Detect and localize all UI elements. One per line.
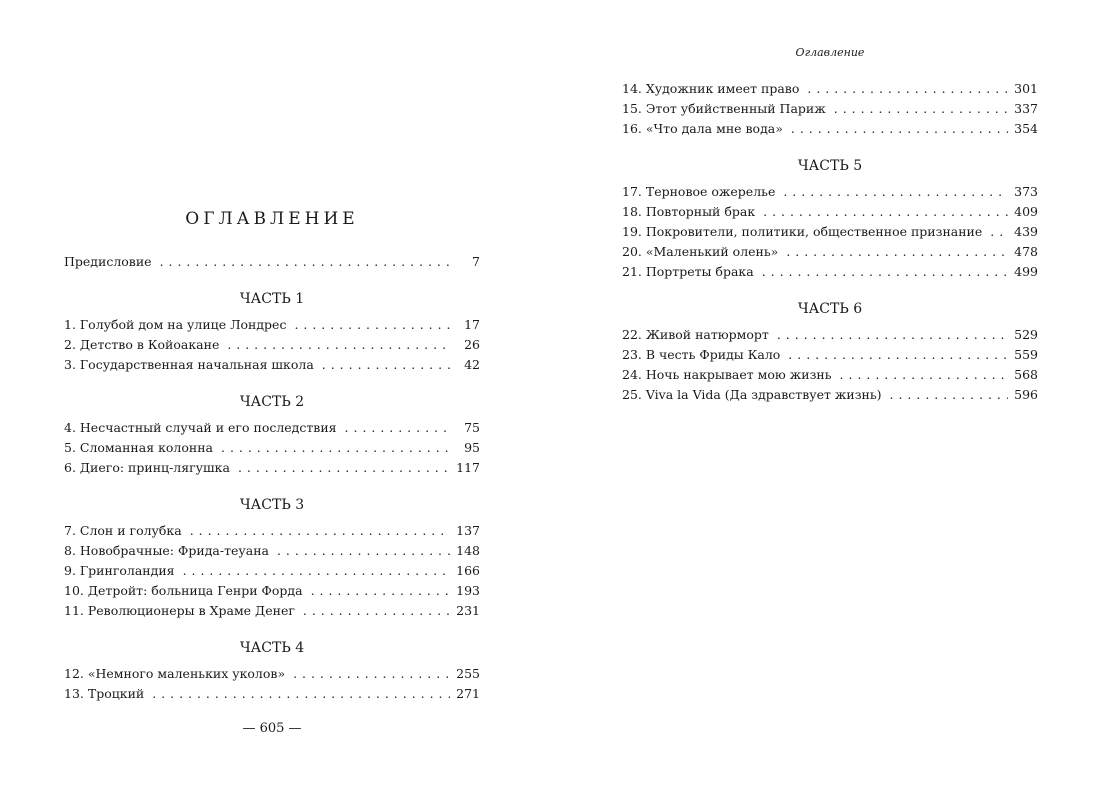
- toc-entry-page: 301: [1014, 81, 1038, 96]
- toc-entry-title: 9. Гринголандия: [64, 563, 175, 578]
- toc-entry-title: 17. Терновое ожерелье: [622, 184, 776, 199]
- toc-entry-title: 11. Революционеры в Храме Денег: [64, 603, 295, 618]
- toc-entry[interactable]: [622, 79, 1038, 99]
- page-number: — 605 —: [242, 721, 302, 736]
- toc-entry-page: 409: [1014, 204, 1038, 219]
- toc-entry[interactable]: [622, 99, 1038, 119]
- toc-entry-title: 5. Сломанная колонна: [64, 440, 213, 455]
- toc-entry-preface[interactable]: [64, 252, 480, 272]
- dot-leader: [788, 345, 1008, 365]
- toc-entry-page: 255: [456, 666, 480, 681]
- toc-entry[interactable]: [622, 182, 1038, 202]
- toc-entry-page: 75: [464, 420, 480, 435]
- toc-entry-title: Предисловие: [64, 254, 152, 269]
- toc-entry-title: 22. Живой натюрморт: [622, 327, 769, 342]
- toc-entry-page: 478: [1014, 244, 1038, 259]
- toc-entry-page: 148: [456, 543, 480, 558]
- dot-leader: [160, 252, 452, 272]
- toc-entry[interactable]: [64, 561, 480, 581]
- toc-entry[interactable]: [622, 345, 1038, 365]
- toc-entry[interactable]: [64, 601, 480, 621]
- toc-entry-title: 1. Голубой дом на улице Лондрес: [64, 317, 287, 332]
- toc-entry[interactable]: [64, 521, 480, 541]
- toc-entry-page: 117: [456, 460, 480, 475]
- toc-entry-title: 15. Этот убийственный Париж: [622, 101, 826, 116]
- toc-entry[interactable]: [64, 581, 480, 601]
- toc-entry[interactable]: [64, 355, 480, 375]
- toc-entry-title: 23. В честь Фриды Кало: [622, 347, 781, 362]
- dot-leader: [238, 458, 450, 478]
- toc-entry-title: 16. «Что дала мне вода»: [622, 121, 783, 136]
- part-heading-3: ЧАСТЬ 3: [239, 497, 305, 513]
- toc-entry-title: 10. Детройт: больница Генри Форда: [64, 583, 303, 598]
- toc-entry-title: 2. Детство в Койоакане: [64, 337, 220, 352]
- toc-entry-page: 271: [456, 686, 480, 701]
- toc-entry[interactable]: [64, 418, 480, 438]
- dot-leader: [311, 581, 451, 601]
- toc-entry[interactable]: [64, 664, 480, 684]
- toc-entry-title: 18. Повторный брак: [622, 204, 756, 219]
- dot-leader: [791, 119, 1008, 139]
- dot-leader: [322, 355, 452, 375]
- dot-leader: [221, 438, 452, 458]
- toc-entry-title: 14. Художник имеет право: [622, 81, 800, 96]
- toc-entry[interactable]: [622, 365, 1038, 385]
- part-heading-6: ЧАСТЬ 6: [797, 301, 863, 317]
- dot-leader: [303, 601, 450, 621]
- toc-entry[interactable]: [64, 438, 480, 458]
- toc-entry-title: 21. Портреты брака: [622, 264, 754, 279]
- toc-title: ОГЛАВЛЕНИЕ: [185, 209, 359, 229]
- running-head: Оглавление: [795, 46, 865, 59]
- toc-entry-title: 25. Viva la Vida (Да здравствует жизнь): [622, 387, 882, 402]
- dot-leader: [294, 315, 452, 335]
- toc-entry-page: 354: [1014, 121, 1038, 136]
- right-page: [550, 0, 1100, 797]
- toc-entry-page: 193: [456, 583, 480, 598]
- dot-leader: [345, 418, 452, 438]
- toc-entry-title: 24. Ночь накрывает мою жизнь: [622, 367, 832, 382]
- dot-leader: [783, 182, 1008, 202]
- dot-leader: [990, 222, 1008, 242]
- dot-leader: [227, 335, 452, 355]
- toc-entry-title: 7. Слон и голубка: [64, 523, 182, 538]
- toc-entry[interactable]: [64, 315, 480, 335]
- toc-entry-page: 568: [1014, 367, 1038, 382]
- toc-entry-title: 4. Несчастный случай и его последствия: [64, 420, 337, 435]
- dot-leader: [840, 365, 1009, 385]
- toc-entry-page: 42: [464, 357, 480, 372]
- part-heading-1: ЧАСТЬ 1: [239, 291, 305, 307]
- toc-entry-page: 439: [1014, 224, 1038, 239]
- toc-entry-page: 137: [456, 523, 480, 538]
- toc-entry-page: 7: [472, 254, 480, 269]
- toc-entry-page: 373: [1014, 184, 1038, 199]
- toc-entry[interactable]: [622, 325, 1038, 345]
- toc-entry-page: 337: [1014, 101, 1038, 116]
- toc-entry-title: 13. Троцкий: [64, 686, 145, 701]
- dot-leader: [293, 664, 450, 684]
- toc-entry-page: 26: [464, 337, 480, 352]
- toc-entry[interactable]: [64, 335, 480, 355]
- toc-entry-title: 20. «Маленький олень»: [622, 244, 779, 259]
- dot-leader: [777, 325, 1008, 345]
- toc-entry-title: 12. «Немного маленьких уколов»: [64, 666, 286, 681]
- toc-entry[interactable]: [64, 541, 480, 561]
- part-heading-2: ЧАСТЬ 2: [239, 394, 305, 410]
- toc-entry[interactable]: [622, 242, 1038, 262]
- dot-leader: [786, 242, 1008, 262]
- toc-entry-page: 596: [1014, 387, 1038, 402]
- part-heading-4: ЧАСТЬ 4: [239, 640, 305, 656]
- toc-entry[interactable]: [622, 262, 1038, 282]
- toc-entry[interactable]: [622, 385, 1038, 405]
- toc-entry-page: 529: [1014, 327, 1038, 342]
- dot-leader: [277, 541, 450, 561]
- dot-leader: [890, 385, 1009, 405]
- toc-entry[interactable]: [622, 119, 1038, 139]
- dot-leader: [834, 99, 1008, 119]
- dot-leader: [183, 561, 451, 581]
- dot-leader: [762, 262, 1008, 282]
- toc-entry-page: 559: [1014, 347, 1038, 362]
- toc-entry[interactable]: [622, 222, 1038, 242]
- part-heading-5: ЧАСТЬ 5: [797, 158, 863, 174]
- toc-entry-title: 6. Диего: принц-лягушка: [64, 460, 230, 475]
- toc-entry-page: 17: [464, 317, 480, 332]
- toc-entry-page: 166: [456, 563, 480, 578]
- toc-right-column: [622, 79, 1038, 405]
- toc-left-column: [64, 252, 480, 704]
- dot-leader: [807, 79, 1008, 99]
- toc-entry[interactable]: [64, 458, 480, 478]
- toc-entry[interactable]: [622, 202, 1038, 222]
- dot-leader: [190, 521, 450, 541]
- toc-entry-title: 19. Покровители, политики, общественное признание: [622, 224, 983, 239]
- toc-entry-title: 8. Новобрачные: Фрида-теуана: [64, 543, 269, 558]
- toc-entry[interactable]: [64, 684, 480, 704]
- toc-entry-page: 95: [464, 440, 480, 455]
- toc-entry-title: 3. Государственная начальная школа: [64, 357, 314, 372]
- toc-entry-page: 231: [456, 603, 480, 618]
- dot-leader: [152, 684, 450, 704]
- dot-leader: [763, 202, 1008, 222]
- toc-entry-page: 499: [1014, 264, 1038, 279]
